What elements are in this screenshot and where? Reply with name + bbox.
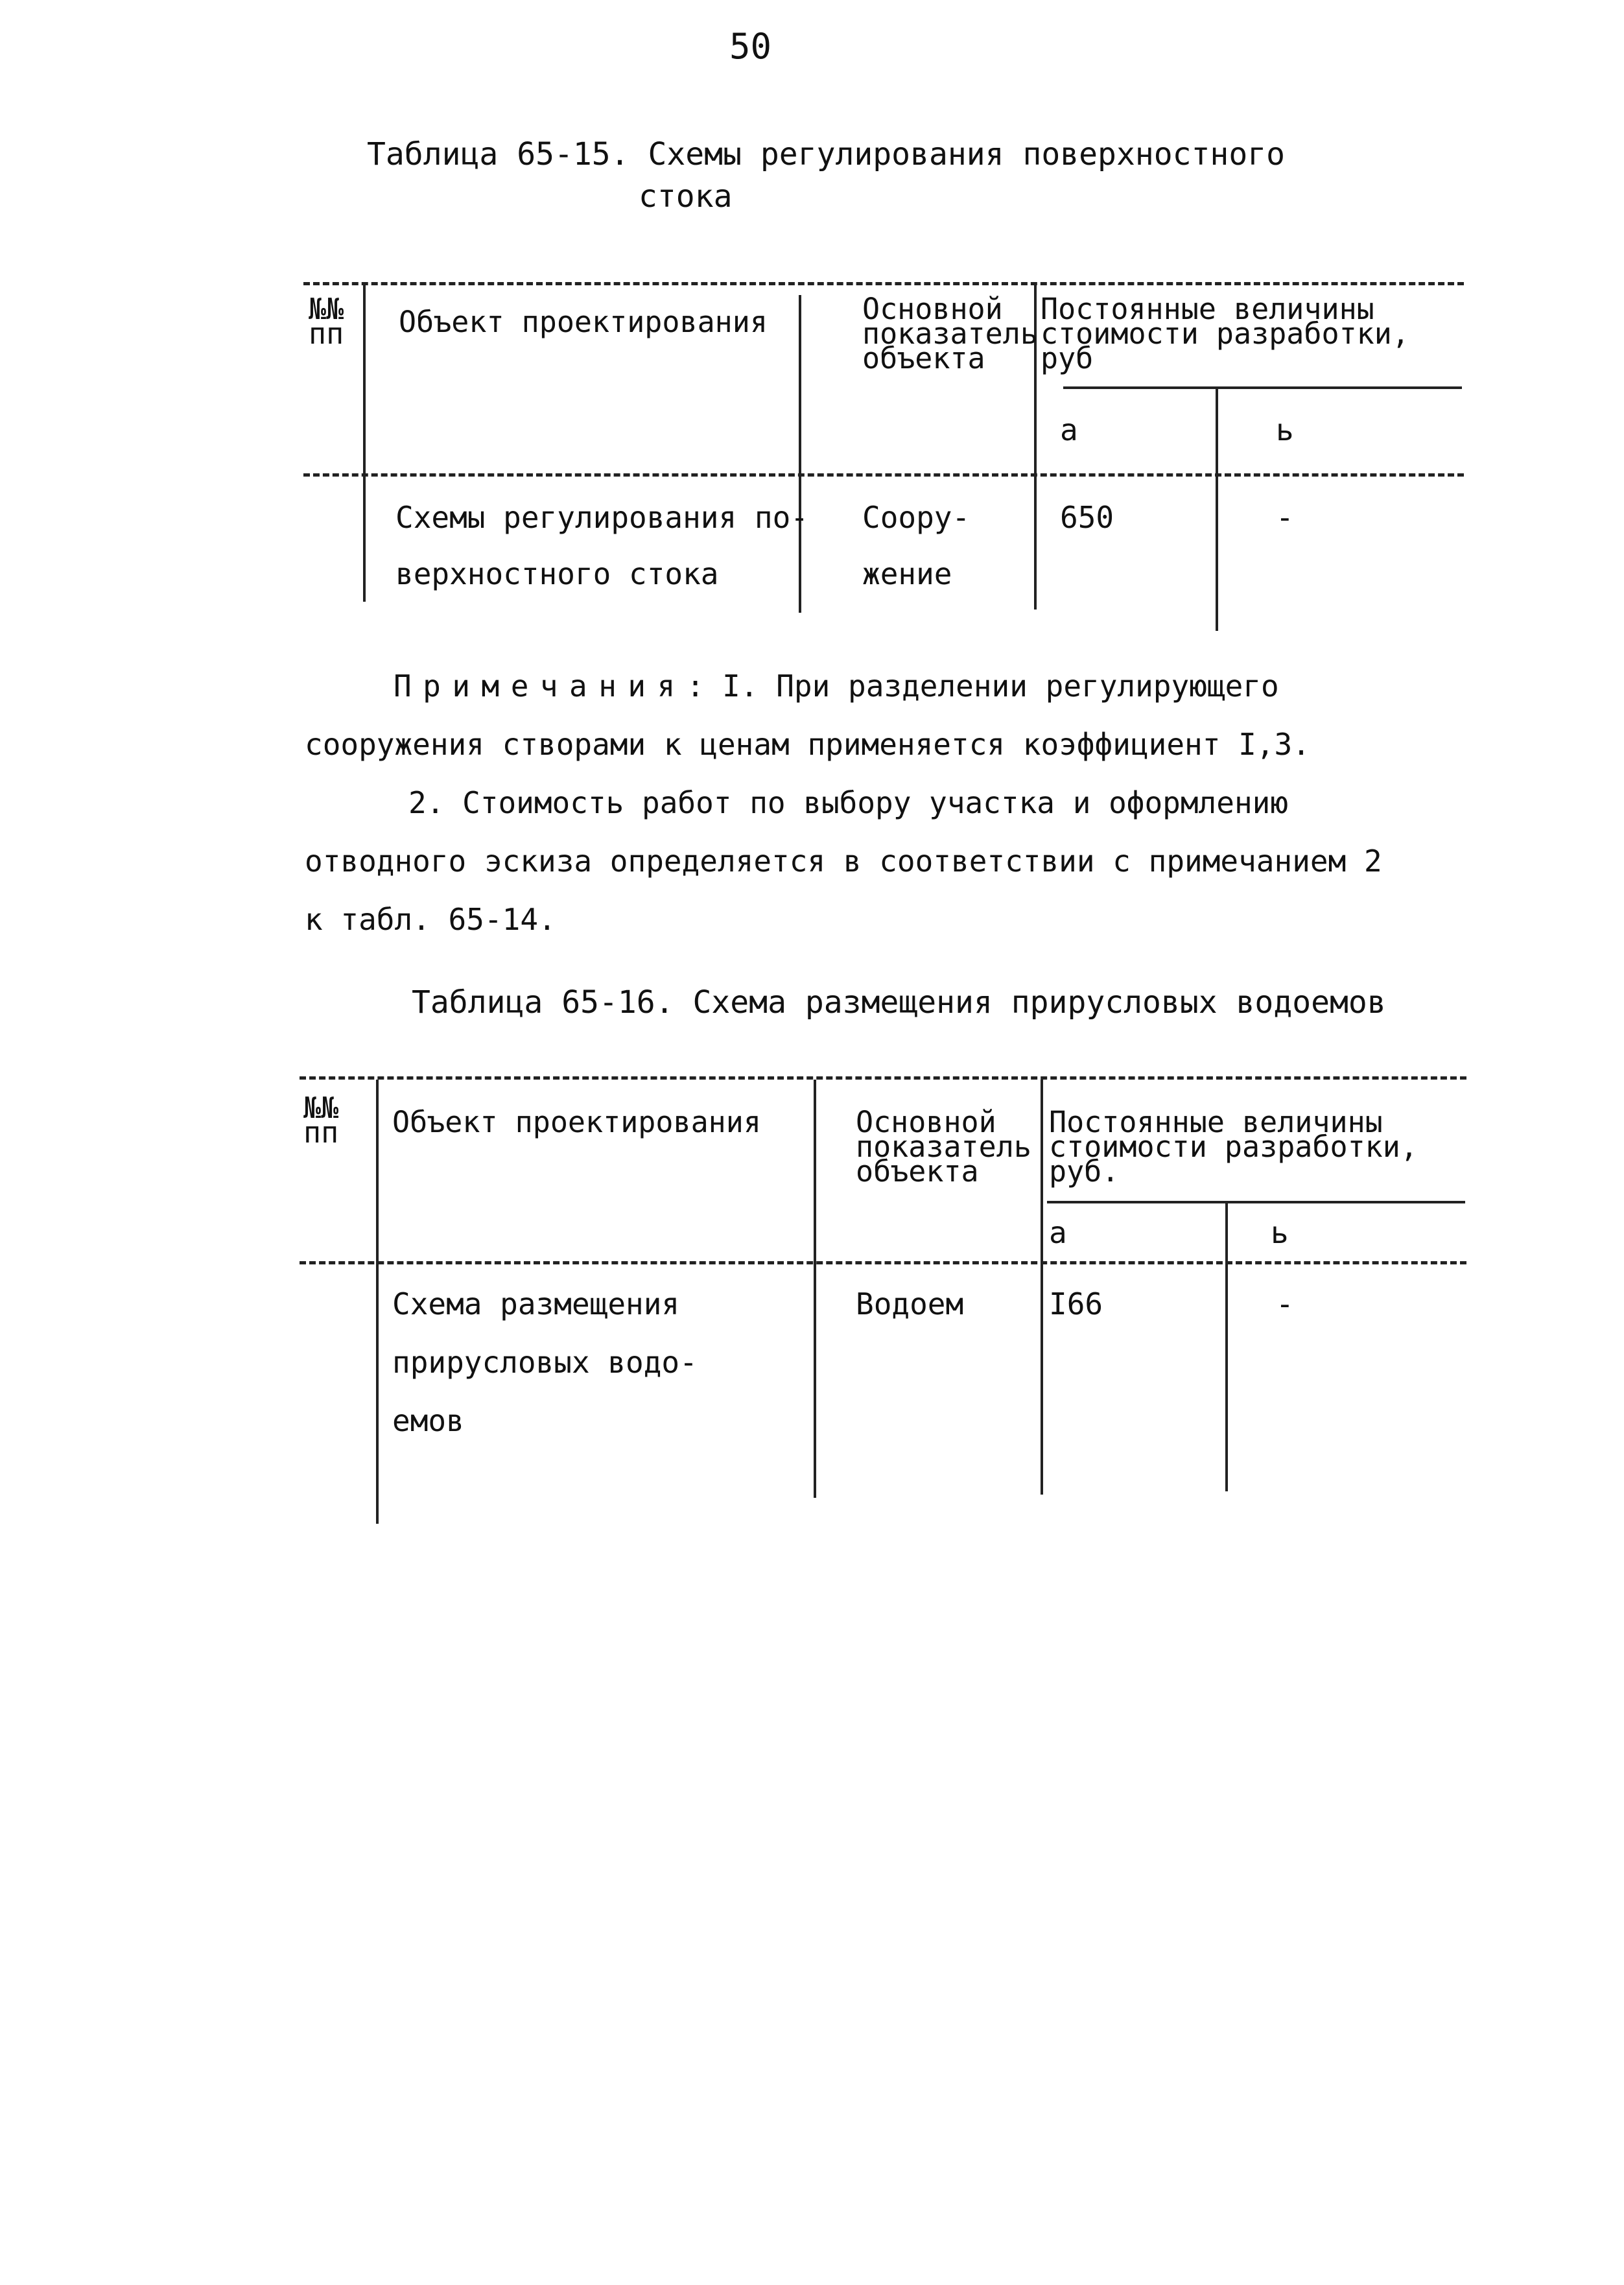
table2-col-rule-3 bbox=[1041, 1080, 1043, 1495]
table2-header-rule bbox=[300, 1261, 1466, 1264]
table1-row-indicator-line2: жение bbox=[862, 556, 952, 591]
table1-row-object-line1: Схемы регулирования по- bbox=[395, 500, 808, 535]
table1-row-b: - bbox=[1276, 500, 1294, 535]
table2-caption: Таблица 65-16. Схема размещения прирусловых водоемов bbox=[412, 984, 1386, 1021]
page-number: 50 bbox=[729, 26, 772, 67]
notes-line1 bbox=[394, 669, 1279, 704]
table2-col-rule-1 bbox=[376, 1080, 379, 1524]
table1-col-rule-4 bbox=[1216, 388, 1218, 631]
table2-header-a: а bbox=[1049, 1215, 1067, 1250]
notes-line3: 2. Стоимость работ по выбору участка и оформлению bbox=[408, 785, 1289, 820]
notes-line1-rest: : I. При разделении регулирующего bbox=[686, 669, 1279, 704]
table2-col-rule-2 bbox=[814, 1080, 816, 1498]
table2-row-b: - bbox=[1276, 1286, 1294, 1321]
table2-col-rule-4 bbox=[1225, 1203, 1228, 1491]
table2-header-indicator: Основной показатель объекта bbox=[856, 1105, 1031, 1189]
table2-header-constants: Постоянные величины стоимости разработки, руб. bbox=[1049, 1105, 1418, 1189]
notes-line5: к табл. 65-14. bbox=[305, 902, 556, 937]
table1-caption: Таблица 65-15. Схемы регулирования поверхностного bbox=[367, 136, 1286, 172]
table1-row-a: 650 bbox=[1060, 500, 1114, 535]
notes-label: Примечания bbox=[394, 669, 687, 704]
notes-line2: сооружения створами к ценам применяется коэффициент I,3. bbox=[305, 727, 1310, 762]
table1-header-b: ь bbox=[1276, 412, 1294, 447]
table1-header-constants: Постоянные величины стоимости разработки, руб bbox=[1041, 292, 1409, 375]
table1-header-rule bbox=[303, 473, 1464, 477]
table1-header-a: а bbox=[1060, 412, 1078, 447]
table2-header-num: №№ пп bbox=[303, 1091, 339, 1150]
table1-row-indicator-line1: Соору- bbox=[862, 500, 971, 535]
table2-row-object-line3: емов bbox=[392, 1403, 464, 1438]
table1-header-indicator: Основной показатель объекта bbox=[862, 292, 1038, 375]
notes-line4: отводного эскиза определяется в соответствии с примечанием 2 bbox=[305, 844, 1382, 879]
table2-header-object: Объект проектирования bbox=[392, 1105, 761, 1139]
table2-row-object-line1: Схема размещения bbox=[392, 1286, 680, 1321]
table2-cost-subrule bbox=[1047, 1201, 1465, 1203]
table1-col-rule-1 bbox=[363, 285, 366, 602]
table1-col-rule-2 bbox=[799, 295, 801, 613]
table1-top-rule bbox=[303, 282, 1464, 285]
table1-cost-subrule bbox=[1063, 386, 1462, 389]
table1-row-object-line2: верхностного стока bbox=[395, 556, 719, 591]
table2-row-indicator: Водоем bbox=[856, 1286, 964, 1321]
table2-row-object-line2: прирусловых водо- bbox=[392, 1345, 698, 1380]
table1-header-num: №№ пп bbox=[309, 292, 344, 351]
table1-caption-line2: стока bbox=[639, 178, 733, 215]
table2-header-b: ь bbox=[1271, 1215, 1289, 1250]
table2-top-rule bbox=[300, 1076, 1466, 1080]
table2-row-a: I66 bbox=[1049, 1286, 1103, 1321]
table1-header-object: Объект проектирования bbox=[399, 305, 768, 339]
